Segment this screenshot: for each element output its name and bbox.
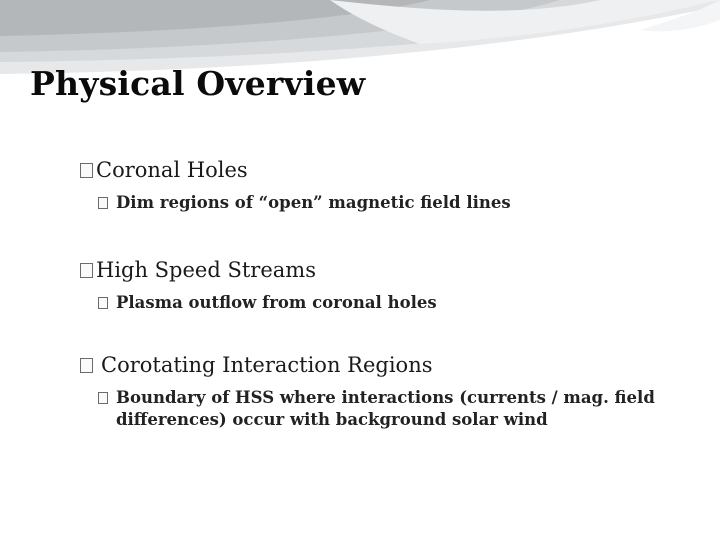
- bullet-corotating-interaction-regions: [80, 353, 433, 377]
- sub-bullet-coronal-holes: [98, 192, 678, 214]
- bullet-heading: Corotating Interaction Regions: [101, 353, 433, 377]
- sub-bullet-square-icon: [98, 392, 108, 404]
- bullet-coronal-holes: [80, 158, 248, 182]
- sub-bullet-square-icon: [98, 197, 108, 209]
- sub-bullet-high-speed-streams: [98, 292, 678, 314]
- bullet-heading: High Speed Streams: [96, 258, 316, 282]
- bullet-square-icon: [80, 263, 93, 278]
- bullet-square-icon: [80, 163, 93, 178]
- sub-bullet-text: Boundary of HSS where interactions (currents / mag. field differences) occur with background solar wind: [116, 388, 655, 429]
- sub-bullet-corotating-interaction-regions: [98, 387, 678, 431]
- slide-title: Physical Overview: [30, 64, 366, 103]
- bullet-heading: Coronal Holes: [96, 158, 248, 182]
- bullet-high-speed-streams: [80, 258, 316, 282]
- sub-bullet-square-icon: [98, 297, 108, 309]
- sub-bullet-text: Dim regions of “open” magnetic field lines: [116, 193, 511, 212]
- sub-bullet-text: Plasma outflow from coronal holes: [116, 293, 437, 312]
- bullet-square-icon: [80, 358, 93, 373]
